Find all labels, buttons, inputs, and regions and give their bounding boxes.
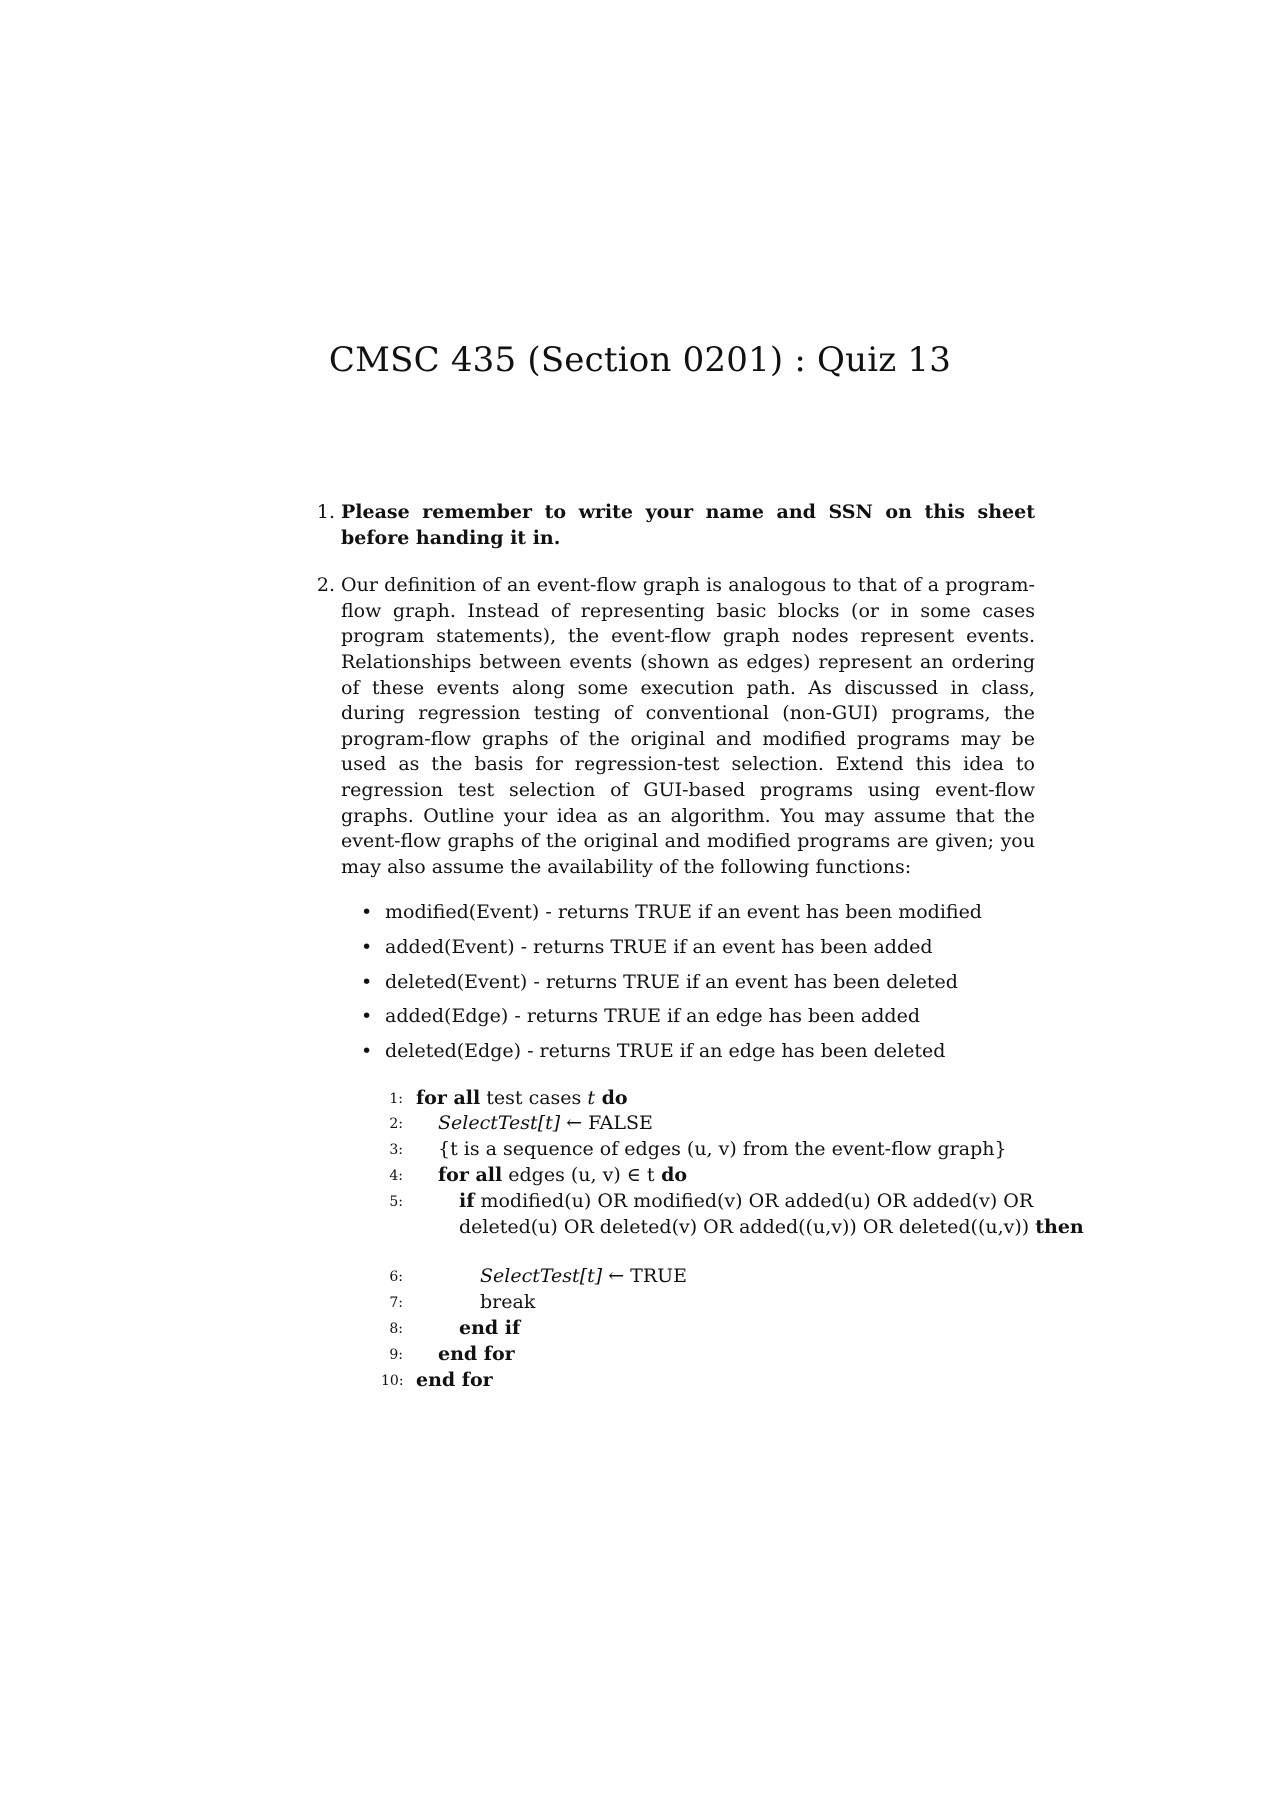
list-item: • deleted(Edge) - returns TRUE if an edge has been deleted bbox=[361, 1039, 946, 1062]
line-number: 3: bbox=[389, 1142, 403, 1159]
line-number: 2: bbox=[389, 1116, 403, 1133]
line-number: 8: bbox=[389, 1321, 403, 1338]
line-number: 1: bbox=[389, 1090, 403, 1107]
algorithm-line-8: 8: end if bbox=[381, 1316, 1035, 1342]
question-number: 1. bbox=[316, 501, 335, 523]
question-1 bbox=[305, 500, 1035, 551]
question-text: Our definition of an event-flow graph is analogous to that of a program-flow graph. Instead of representing basic blocks (or in some cases program statements), the event-flow graph nodes represent events. Relationships between events (shown as edges) represent an ordering of these events along some execution path. As discussed in class, during regression testing of conventional (non-GUI) programs, the program-flow graphs of the original and modified programs may be used as the basis for regression-test selection. Extend this idea to regression test selection of GUI-based programs using event-flow graphs. Outline your idea as an algorithm. You may assume that the event-flow graphs of the original and modified programs are given; you may also assume the availability of the following functions: bbox=[341, 574, 1035, 878]
line-number: 5: bbox=[389, 1193, 403, 1210]
line-number: 4: bbox=[389, 1168, 403, 1185]
algorithm-line-7: 7: break bbox=[381, 1290, 1035, 1316]
algorithm-line-2: 2: SelectTest[t] ← FALSE bbox=[381, 1111, 1035, 1137]
algorithm-line-10: 10: end for bbox=[381, 1368, 1035, 1394]
bullet-icon: • bbox=[361, 1039, 373, 1062]
algorithm-block bbox=[381, 1086, 1084, 1394]
line-number: 9: bbox=[389, 1346, 403, 1363]
question-text: Please remember to write your name and SSN on this sheet before handing it in. bbox=[341, 501, 1035, 549]
list-item: • deleted(Event) - returns TRUE if an event has been deleted bbox=[361, 970, 958, 993]
question-2 bbox=[305, 573, 1084, 1393]
list-item: • added(Edge) - returns TRUE if an edge has been added bbox=[361, 1005, 920, 1028]
list-item: • modified(Event) - returns TRUE if an event has been modified bbox=[361, 901, 982, 924]
line-number: 6: bbox=[389, 1269, 403, 1286]
algorithm-line-3: 3: {t is a sequence of edges (u, v) from the event-flow graph} bbox=[381, 1137, 1035, 1163]
page-title: CMSC 435 (Section 0201) : Quiz 13 bbox=[328, 340, 952, 380]
algorithm-line-4: 4: for all edges (u, v) ∈ t do bbox=[381, 1163, 1035, 1189]
quiz-content bbox=[305, 500, 1084, 1415]
algorithm-line-1: 1: for all test cases t do bbox=[381, 1086, 1035, 1112]
line-number: 10: bbox=[381, 1372, 404, 1389]
question-number: 2. bbox=[316, 574, 335, 597]
line-number: 7: bbox=[389, 1295, 403, 1312]
algorithm-line-6: 6: SelectTest[t] ← TRUE bbox=[381, 1264, 1035, 1290]
list-item: • added(Event) - returns TRUE if an event has been added bbox=[361, 935, 933, 958]
algorithm-line-5: 5: if modified(u) OR modified(v) OR added(u) OR added(v) OR bbox=[381, 1189, 1035, 1215]
function-list bbox=[341, 900, 1035, 1063]
algorithm-line-5-continued: deleted(u) OR deleted(v) OR added((u,v)) OR deleted((u,v)) then bbox=[459, 1215, 1084, 1238]
algorithm-line-9: 9: end for bbox=[381, 1342, 1035, 1368]
bullet-icon: • bbox=[361, 1005, 373, 1028]
bullet-icon: • bbox=[361, 901, 373, 924]
bullet-icon: • bbox=[361, 970, 373, 993]
bullet-icon: • bbox=[361, 935, 373, 958]
